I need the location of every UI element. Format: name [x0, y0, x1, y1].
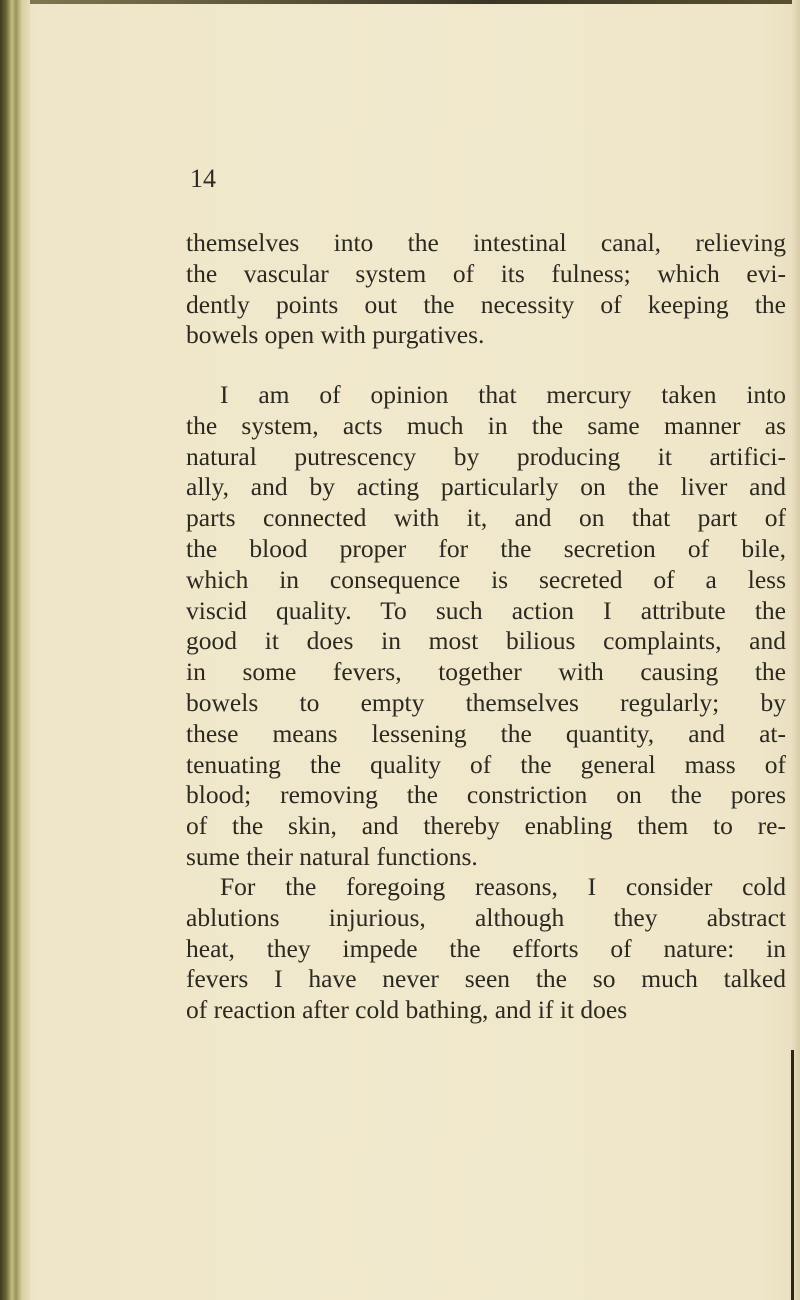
text-line: in some fevers, together with causing the	[186, 657, 786, 687]
text-line: the vascular system of its fulness; which evi-	[186, 258, 786, 288]
text-line: which in consequence is secreted of a less	[186, 564, 786, 594]
text-line: bowels open with purgatives.	[186, 320, 485, 350]
text-line: of reaction after cold bathing, and if it does	[186, 995, 628, 1025]
book-spine-shadow	[0, 0, 30, 1300]
text-line: viscid quality. To such action I attribute the	[186, 595, 786, 625]
text-line: good it does in most bilious complaints, and	[186, 626, 786, 656]
page-top-edge	[30, 0, 800, 4]
text-line: heat, they impede the efforts of nature: in	[186, 933, 786, 963]
text-line: tenuating the quality of the general mass of	[186, 749, 786, 779]
text-line: the system, acts much in the same manner as	[186, 410, 786, 440]
text-line: these means lessening the quantity, and at-	[186, 718, 786, 748]
text-line: sume their natural functions.	[186, 841, 478, 871]
page-number: 14	[190, 164, 216, 193]
text-line: blood; removing the constriction on the pores	[186, 780, 786, 810]
text-line: bowels to empty themselves regularly; by	[186, 687, 786, 717]
page-edge-mark	[791, 1050, 794, 1300]
text-line: For the foregoing reasons, I consider cold	[220, 872, 786, 901]
text-line: ablutions injurious, although they abstract	[186, 902, 786, 932]
paragraph-2	[186, 380, 786, 873]
text-line: themselves into the intestinal canal, relieving	[186, 228, 786, 257]
paragraph-1	[186, 228, 786, 351]
text-line: dently points out the necessity of keeping the	[186, 289, 786, 319]
text-line: ally, and by acting particularly on the liver and	[186, 472, 786, 502]
text-line: the blood proper for the secretion of bile,	[186, 533, 786, 563]
text-line: of the skin, and thereby enabling them to re-	[186, 811, 786, 841]
text-line: parts connected with it, and on that part of	[186, 503, 786, 533]
text-line: fevers I have never seen the so much talked	[186, 964, 786, 994]
text-line: natural putrescency by producing it artifici-	[186, 441, 786, 471]
paragraph-3	[186, 872, 786, 1026]
text-line: I am of opinion that mercury taken into	[220, 380, 786, 409]
